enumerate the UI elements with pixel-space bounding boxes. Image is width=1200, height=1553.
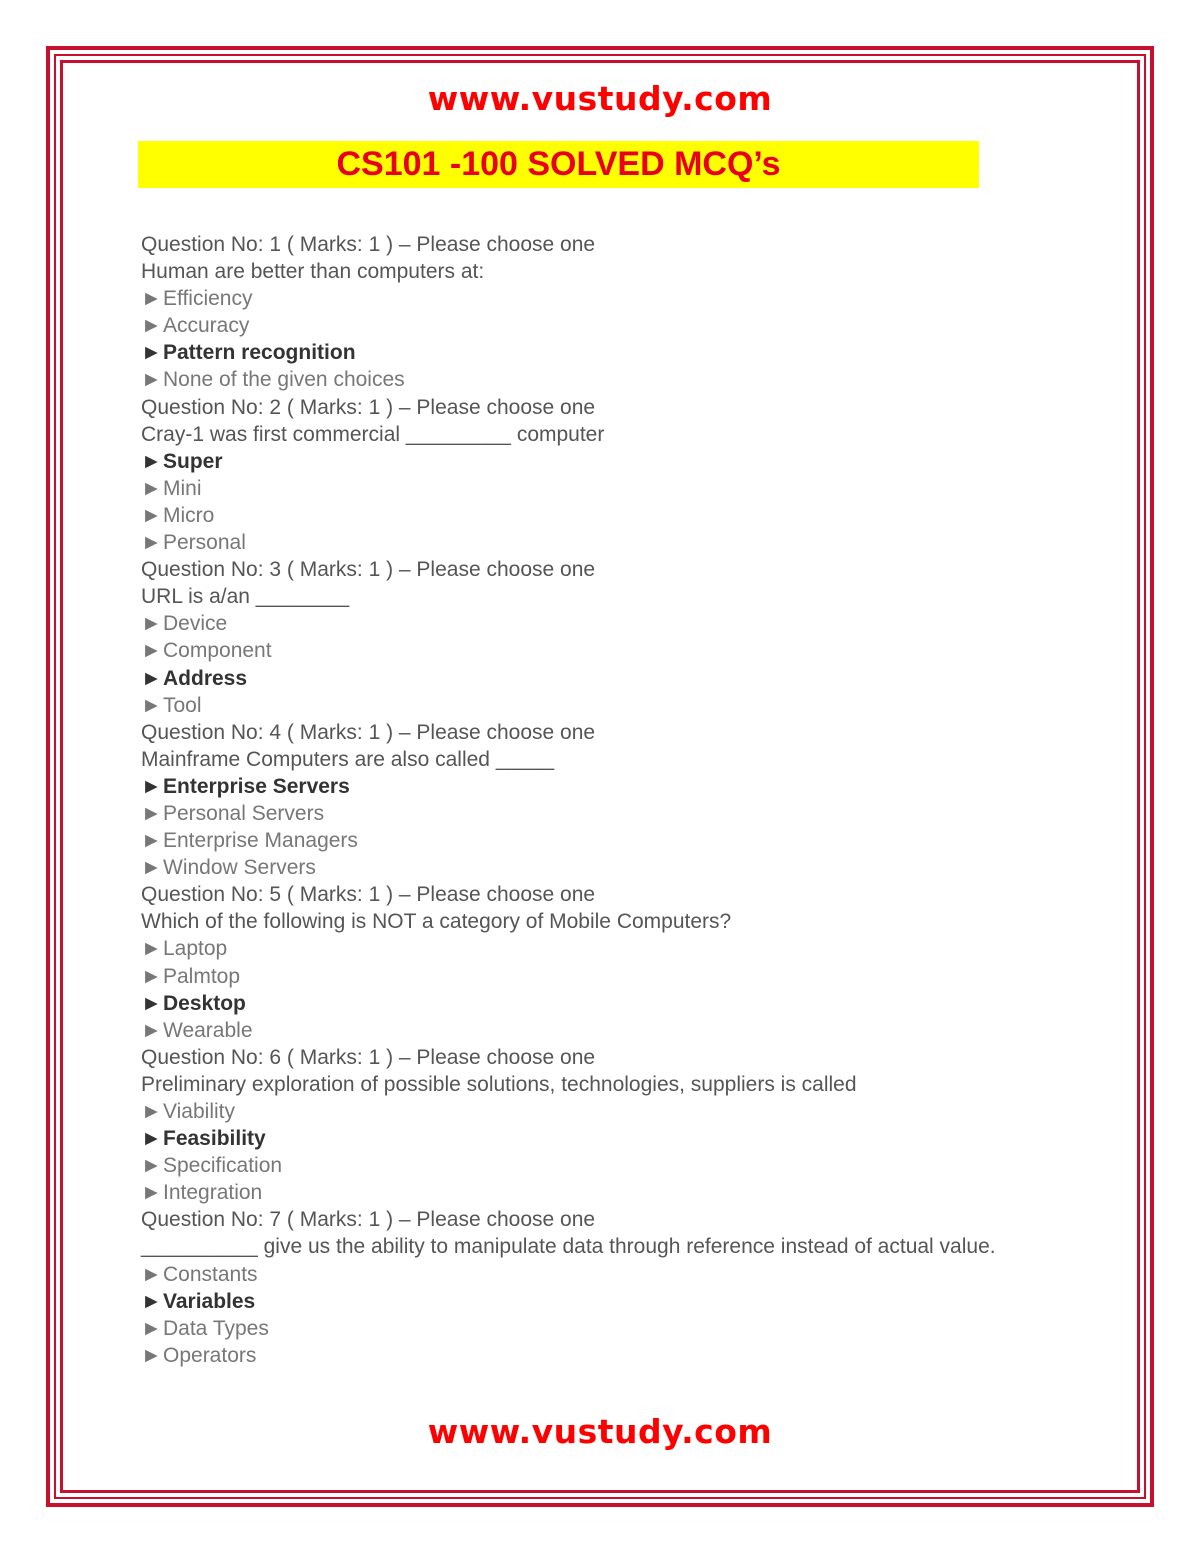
answer-option: [141, 1098, 1041, 1125]
option-label: Data Types: [163, 1316, 269, 1340]
triangle-right-icon: ►: [141, 1018, 162, 1042]
answer-option: [141, 854, 1041, 881]
question-header: Question No: 3 ( Marks: 1 ) – Please choose one: [141, 558, 596, 582]
question-prompt: Human are better than computers at:: [141, 260, 485, 284]
triangle-right-icon: ►: [141, 937, 162, 961]
answer-option-correct: [141, 339, 1041, 366]
triangle-right-icon: ►: [141, 639, 162, 663]
triangle-right-icon: ►: [141, 449, 162, 473]
question-header: Question No: 5 ( Marks: 1 ) – Please choose one: [141, 883, 596, 907]
option-label: Enterprise Managers: [163, 829, 358, 853]
answer-option: [141, 502, 1041, 529]
triangle-right-icon: ►: [141, 287, 162, 311]
answer-option: [141, 1179, 1041, 1206]
answer-option: [141, 1261, 1041, 1288]
answer-option-correct: [141, 773, 1041, 800]
question-header: Question No: 4 ( Marks: 1 ) – Please choose one: [141, 720, 596, 744]
question-list: [141, 231, 1041, 1369]
answer-option: [141, 1017, 1041, 1044]
answer-option: [141, 610, 1041, 637]
question-header: Question No: 2 ( Marks: 1 ) – Please choose one: [141, 395, 596, 419]
option-label: Desktop: [163, 991, 246, 1015]
answer-option: [141, 312, 1041, 339]
answer-option: [141, 366, 1041, 393]
question-block: [141, 881, 1041, 1044]
option-label: Pattern recognition: [163, 341, 356, 365]
question-block: [141, 231, 1041, 394]
triangle-right-icon: ►: [141, 964, 162, 988]
question-prompt: __________ give us the ability to manipulate data through reference instead of actual value.: [141, 1235, 996, 1259]
answer-option-correct: [141, 448, 1041, 475]
answer-option: [141, 692, 1041, 719]
triangle-right-icon: ►: [141, 856, 162, 880]
option-label: Efficiency: [163, 287, 253, 311]
option-label: Constants: [163, 1262, 258, 1286]
triangle-right-icon: ►: [141, 991, 162, 1015]
triangle-right-icon: ►: [141, 801, 162, 825]
question-block: [141, 556, 1041, 719]
header-site-link[interactable]: www.vustudy.com: [427, 79, 773, 118]
option-label: Tool: [163, 693, 202, 717]
answer-option: [141, 827, 1041, 854]
question-header: Question No: 6 ( Marks: 1 ) – Please choose one: [141, 1045, 596, 1069]
answer-option: [141, 529, 1041, 556]
option-label: Super: [163, 449, 223, 473]
option-label: Feasibility: [163, 1127, 266, 1151]
answer-option: [141, 1152, 1041, 1179]
option-label: Specification: [163, 1154, 283, 1178]
answer-option-correct: [141, 665, 1041, 692]
option-label: Laptop: [163, 937, 228, 961]
option-label: Viability: [163, 1100, 235, 1123]
footer-site-link[interactable]: www.vustudy.com: [427, 1412, 773, 1451]
answer-option-correct: [141, 1125, 1041, 1152]
triangle-right-icon: ►: [141, 829, 162, 853]
question-prompt: Mainframe Computers are also called _____: [141, 747, 555, 771]
answer-option: [141, 637, 1041, 664]
triangle-right-icon: ►: [141, 1289, 162, 1313]
option-label: Accuracy: [163, 314, 250, 338]
question-block: [141, 1206, 1041, 1369]
triangle-right-icon: ►: [141, 1100, 162, 1123]
answer-option: [141, 963, 1041, 990]
triangle-right-icon: ►: [141, 612, 162, 636]
triangle-right-icon: ►: [141, 666, 162, 690]
answer-option-correct: [141, 990, 1041, 1017]
triangle-right-icon: ►: [141, 476, 162, 500]
answer-option-correct: [141, 1288, 1041, 1315]
answer-option: [141, 935, 1041, 962]
option-label: Palmtop: [163, 964, 241, 988]
page-title: CS101 -100 SOLVED MCQ’s: [336, 145, 781, 183]
option-label: Component: [163, 639, 272, 663]
option-label: Operators: [163, 1343, 257, 1367]
answer-option: [141, 475, 1041, 502]
option-label: Variables: [163, 1289, 256, 1313]
question-header: Question No: 1 ( Marks: 1 ) – Please choose one: [141, 233, 596, 256]
answer-option: [141, 1342, 1041, 1369]
triangle-right-icon: ►: [141, 1343, 162, 1367]
option-label: Address: [163, 666, 248, 690]
answer-option: [141, 800, 1041, 827]
option-label: None of the given choices: [163, 368, 405, 392]
option-label: Personal Servers: [163, 801, 325, 825]
triangle-right-icon: ►: [141, 1316, 162, 1340]
option-label: Device: [163, 612, 228, 636]
question-prompt: URL is a/an ________: [141, 585, 350, 609]
triangle-right-icon: ►: [141, 314, 162, 338]
triangle-right-icon: ►: [141, 693, 162, 717]
question-block: [141, 394, 1041, 557]
triangle-right-icon: ►: [141, 774, 162, 798]
question-prompt: Preliminary exploration of possible solutions, technologies, suppliers is called: [141, 1072, 857, 1096]
question-prompt: Which of the following is NOT a category of Mobile Computers?: [141, 910, 732, 934]
triangle-right-icon: ►: [141, 1262, 162, 1286]
triangle-right-icon: ►: [141, 531, 162, 555]
triangle-right-icon: ►: [141, 503, 162, 527]
answer-option: [141, 1315, 1041, 1342]
triangle-right-icon: ►: [141, 1154, 162, 1178]
option-label: Enterprise Servers: [163, 774, 350, 798]
triangle-right-icon: ►: [141, 368, 162, 392]
option-label: Integration: [163, 1181, 263, 1205]
question-header: Question No: 7 ( Marks: 1 ) – Please choose one: [141, 1208, 596, 1232]
answer-option: [141, 285, 1041, 312]
triangle-right-icon: ►: [141, 1127, 162, 1151]
option-label: Micro: [163, 503, 215, 527]
option-label: Wearable: [163, 1018, 253, 1042]
option-label: Mini: [163, 476, 202, 500]
title-banner: [138, 141, 979, 188]
option-label: Window Servers: [163, 856, 316, 880]
question-block: [141, 1044, 1041, 1207]
question-prompt: Cray-1 was first commercial _________ computer: [141, 422, 605, 446]
triangle-right-icon: ►: [141, 1181, 162, 1205]
option-label: Personal: [163, 531, 246, 555]
question-block: [141, 719, 1041, 882]
triangle-right-icon: ►: [141, 341, 162, 365]
